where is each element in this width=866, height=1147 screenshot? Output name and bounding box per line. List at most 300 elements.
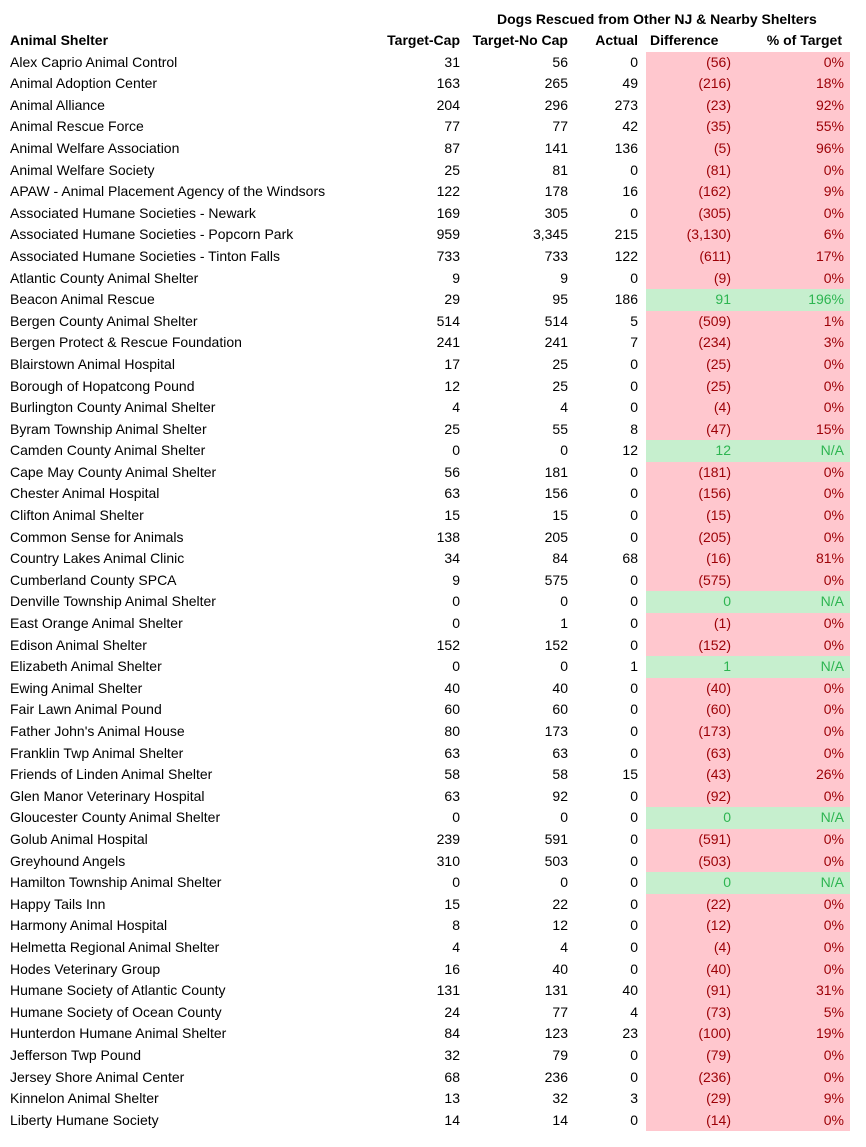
cell-difference: (12) <box>646 915 733 937</box>
cell-shelter-name: Elizabeth Animal Shelter <box>10 658 162 675</box>
table-row <box>0 268 850 290</box>
cell-target-cap: 310 <box>436 852 460 869</box>
table-row <box>0 52 850 74</box>
cell-difference: (100) <box>646 1023 733 1045</box>
cell-target-no-cap: 25 <box>552 377 568 394</box>
cell-actual: 23 <box>622 1025 638 1042</box>
cell-target-no-cap: 0 <box>560 658 568 675</box>
table-row <box>0 1088 850 1110</box>
cell-pct-of-target: 0% <box>733 829 850 851</box>
cell-target-cap: 40 <box>444 679 460 696</box>
cell-target-no-cap: 81 <box>552 161 568 178</box>
cell-target-cap: 77 <box>444 118 460 135</box>
cell-pct-of-target: 26% <box>733 764 850 786</box>
cell-target-cap: 0 <box>452 615 460 632</box>
table-row <box>0 743 850 765</box>
cell-difference: (234) <box>646 332 733 354</box>
cell-pct-of-target: 55% <box>733 116 850 138</box>
cell-target-cap: 514 <box>436 312 460 329</box>
cell-target-cap: 15 <box>444 507 460 524</box>
table-row <box>0 116 850 138</box>
cell-difference: (205) <box>646 527 733 549</box>
cell-pct-of-target: 0% <box>733 937 850 959</box>
cell-difference: (40) <box>646 678 733 700</box>
cell-target-no-cap: 40 <box>552 679 568 696</box>
cell-pct-of-target: 92% <box>733 95 850 117</box>
cell-actual: 3 <box>630 1090 638 1107</box>
cell-shelter-name: Alex Caprio Animal Control <box>10 53 178 70</box>
cell-pct-of-target: 0% <box>733 915 850 937</box>
cell-shelter-name: Animal Welfare Society <box>10 161 155 178</box>
cell-actual: 49 <box>622 75 638 92</box>
table-row <box>0 829 850 851</box>
cell-shelter-name: Friends of Linden Animal Shelter <box>10 766 213 783</box>
table-row <box>0 224 850 246</box>
cell-actual: 0 <box>630 161 638 178</box>
cell-difference: 1 <box>646 656 733 678</box>
cell-target-no-cap: 4 <box>560 938 568 955</box>
cell-pct-of-target: 0% <box>733 1067 850 1089</box>
cell-target-cap: 15 <box>444 895 460 912</box>
cell-difference: (173) <box>646 721 733 743</box>
cell-target-no-cap: 0 <box>560 442 568 459</box>
cell-target-no-cap: 152 <box>544 636 568 653</box>
cell-target-no-cap: 22 <box>552 895 568 912</box>
cell-shelter-name: Happy Tails Inn <box>10 895 106 912</box>
cell-pct-of-target: 0% <box>733 959 850 981</box>
cell-target-cap: 56 <box>444 463 460 480</box>
cell-actual: 0 <box>630 744 638 761</box>
table-row <box>0 203 850 225</box>
cell-target-no-cap: 503 <box>544 852 568 869</box>
cell-target-cap: 87 <box>444 139 460 156</box>
cell-shelter-name: Animal Rescue Force <box>10 118 144 135</box>
cell-pct-of-target: 0% <box>733 613 850 635</box>
cell-actual: 0 <box>630 636 638 653</box>
cell-difference: (92) <box>646 786 733 808</box>
cell-actual: 7 <box>630 334 638 351</box>
cell-target-no-cap: 123 <box>544 1025 568 1042</box>
cell-pct-of-target: 0% <box>733 678 850 700</box>
cell-target-no-cap: 77 <box>552 118 568 135</box>
table-row <box>0 894 850 916</box>
cell-shelter-name: Kinnelon Animal Shelter <box>10 1090 159 1107</box>
col-header-target-no-cap: Target-No Cap <box>472 32 568 48</box>
table-row <box>0 570 850 592</box>
cell-difference: 0 <box>646 872 733 894</box>
cell-target-no-cap: 241 <box>544 334 568 351</box>
cell-pct-of-target: 0% <box>733 397 850 419</box>
cell-target-cap: 9 <box>452 269 460 286</box>
cell-difference: (611) <box>646 246 733 268</box>
table-row <box>0 246 850 268</box>
table-row <box>0 289 850 311</box>
cell-target-no-cap: 0 <box>560 874 568 891</box>
table-row <box>0 678 850 700</box>
cell-shelter-name: Associated Humane Societies - Newark <box>10 204 256 221</box>
cell-actual: 0 <box>630 1046 638 1063</box>
cell-actual: 0 <box>630 485 638 502</box>
cell-difference: (29) <box>646 1088 733 1110</box>
cell-actual: 16 <box>622 183 638 200</box>
cell-target-cap: 32 <box>444 1046 460 1063</box>
table-row <box>0 872 850 894</box>
cell-actual: 0 <box>630 269 638 286</box>
table-row <box>0 505 850 527</box>
cell-target-cap: 9 <box>452 571 460 588</box>
cell-pct-of-target: N/A <box>733 440 850 462</box>
cell-actual: 0 <box>630 593 638 610</box>
col-header-difference: Difference <box>646 30 733 52</box>
cell-target-no-cap: 0 <box>560 809 568 826</box>
table-row <box>0 548 850 570</box>
cell-pct-of-target: 31% <box>733 980 850 1002</box>
cell-pct-of-target: 0% <box>733 635 850 657</box>
cell-target-no-cap: 12 <box>552 917 568 934</box>
cell-actual: 0 <box>630 895 638 912</box>
cell-pct-of-target: N/A <box>733 872 850 894</box>
cell-shelter-name: Byram Township Animal Shelter <box>10 420 207 437</box>
cell-target-cap: 169 <box>436 204 460 221</box>
cell-actual: 40 <box>622 982 638 999</box>
table-row <box>0 440 850 462</box>
cell-actual: 0 <box>630 679 638 696</box>
cell-shelter-name: APAW - Animal Placement Agency of the Windsors <box>10 183 326 200</box>
cell-target-no-cap: 40 <box>552 960 568 977</box>
table-row <box>0 699 850 721</box>
cell-difference: (43) <box>646 764 733 786</box>
cell-target-cap: 68 <box>444 1068 460 1085</box>
cell-target-cap: 24 <box>444 1003 460 1020</box>
cell-pct-of-target: 0% <box>733 527 850 549</box>
cell-target-cap: 0 <box>452 809 460 826</box>
cell-target-cap: 204 <box>436 96 460 113</box>
cell-pct-of-target: 196% <box>733 289 850 311</box>
cell-difference: (25) <box>646 354 733 376</box>
table-row <box>0 980 850 1002</box>
cell-difference: (81) <box>646 160 733 182</box>
cell-difference: (14) <box>646 1110 733 1132</box>
table-row <box>0 376 850 398</box>
cell-target-no-cap: 60 <box>552 701 568 718</box>
cell-pct-of-target: 0% <box>733 1110 850 1132</box>
cell-target-cap: 25 <box>444 420 460 437</box>
cell-target-cap: 13 <box>444 1090 460 1107</box>
table-row <box>0 635 850 657</box>
cell-target-cap: 152 <box>436 636 460 653</box>
cell-target-no-cap: 3,345 <box>532 226 568 243</box>
cell-actual: 0 <box>630 787 638 804</box>
cell-difference: (79) <box>646 1045 733 1067</box>
cell-actual: 4 <box>630 1003 638 1020</box>
cell-difference: (9) <box>646 268 733 290</box>
cell-target-cap: 14 <box>444 1111 460 1128</box>
cell-pct-of-target: 0% <box>733 483 850 505</box>
cell-pct-of-target: 0% <box>733 505 850 527</box>
cell-target-no-cap: 173 <box>544 723 568 739</box>
cell-actual: 0 <box>630 874 638 891</box>
cell-shelter-name: Animal Alliance <box>10 96 105 113</box>
cell-target-no-cap: 55 <box>552 420 568 437</box>
cell-pct-of-target: 0% <box>733 1045 850 1067</box>
cell-shelter-name: Hodes Veterinary Group <box>10 960 161 977</box>
cell-difference: 0 <box>646 591 733 613</box>
col-header-actual: Actual <box>595 32 638 48</box>
cell-actual: 8 <box>630 420 638 437</box>
cell-shelter-name: Hamilton Township Animal Shelter <box>10 874 222 891</box>
cell-actual: 122 <box>614 247 638 264</box>
cell-target-no-cap: 77 <box>552 1003 568 1020</box>
cell-difference: (152) <box>646 635 733 657</box>
cell-shelter-name: Fair Lawn Animal Pound <box>10 701 162 718</box>
cell-difference: (162) <box>646 181 733 203</box>
header-row <box>0 30 850 52</box>
cell-actual: 215 <box>614 226 638 243</box>
cell-difference: (35) <box>646 116 733 138</box>
cell-shelter-name: Blairstown Animal Hospital <box>10 355 175 372</box>
cell-shelter-name: Clifton Animal Shelter <box>10 507 144 524</box>
cell-target-no-cap: 58 <box>552 766 568 783</box>
cell-target-no-cap: 92 <box>552 787 568 804</box>
cell-difference: (73) <box>646 1002 733 1024</box>
cell-difference: (503) <box>646 851 733 873</box>
table-row <box>0 527 850 549</box>
cell-actual: 0 <box>630 571 638 588</box>
cell-target-no-cap: 131 <box>544 982 568 999</box>
cell-shelter-name: Golub Animal Hospital <box>10 830 148 847</box>
cell-pct-of-target: 6% <box>733 224 850 246</box>
cell-actual: 0 <box>630 1068 638 1085</box>
cell-difference: (47) <box>646 419 733 441</box>
cell-shelter-name: Humane Society of Ocean County <box>10 1003 222 1020</box>
cell-actual: 0 <box>630 53 638 70</box>
cell-pct-of-target: N/A <box>733 807 850 829</box>
table-row <box>0 73 850 95</box>
cell-shelter-name: Associated Humane Societies - Popcorn Park <box>10 226 294 243</box>
cell-pct-of-target: 9% <box>733 1088 850 1110</box>
cell-shelter-name: Greyhound Angels <box>10 852 126 869</box>
cell-target-no-cap: 265 <box>544 75 568 92</box>
cell-actual: 15 <box>622 766 638 783</box>
col-header-animal-shelter: Animal Shelter <box>10 32 109 48</box>
table-row <box>0 95 850 117</box>
cell-pct-of-target: N/A <box>733 591 850 613</box>
cell-target-cap: 34 <box>444 550 460 567</box>
cell-difference: (575) <box>646 570 733 592</box>
cell-actual: 0 <box>630 852 638 869</box>
cell-target-no-cap: 56 <box>552 53 568 70</box>
cell-difference: (25) <box>646 376 733 398</box>
cell-actual: 5 <box>630 312 638 329</box>
cell-target-no-cap: 14 <box>552 1111 568 1128</box>
cell-target-no-cap: 84 <box>552 550 568 567</box>
cell-difference: (305) <box>646 203 733 225</box>
cell-pct-of-target: 0% <box>733 354 850 376</box>
cell-difference: (4) <box>646 937 733 959</box>
table-row <box>0 332 850 354</box>
cell-pct-of-target: 0% <box>733 894 850 916</box>
cell-pct-of-target: 0% <box>733 743 850 765</box>
cell-target-no-cap: 236 <box>544 1068 568 1085</box>
table-row <box>0 483 850 505</box>
cell-target-no-cap: 15 <box>552 507 568 524</box>
cell-pct-of-target: 19% <box>733 1023 850 1045</box>
cell-target-cap: 29 <box>444 291 460 308</box>
cell-target-cap: 239 <box>436 830 460 847</box>
cell-shelter-name: Common Sense for Animals <box>10 528 184 545</box>
cell-pct-of-target: 1% <box>733 311 850 333</box>
cell-shelter-name: Associated Humane Societies - Tinton Falls <box>10 247 281 264</box>
cell-shelter-name: East Orange Animal Shelter <box>10 615 183 632</box>
table-row <box>0 764 850 786</box>
cell-target-cap: 122 <box>436 183 460 200</box>
cell-shelter-name: Burlington County Animal Shelter <box>10 399 216 416</box>
cell-target-no-cap: 178 <box>544 183 568 200</box>
cell-actual: 0 <box>630 960 638 977</box>
cell-pct-of-target: 0% <box>733 570 850 592</box>
cell-target-no-cap: 79 <box>552 1046 568 1063</box>
cell-actual: 0 <box>630 507 638 524</box>
cell-target-no-cap: 575 <box>544 571 568 588</box>
cell-target-no-cap: 63 <box>552 744 568 761</box>
table-row <box>0 354 850 376</box>
table-row <box>0 462 850 484</box>
cell-difference: 0 <box>646 807 733 829</box>
super-header-title: Dogs Rescued from Other NJ & Nearby Shelters <box>497 11 817 27</box>
cell-target-cap: 58 <box>444 766 460 783</box>
table-row <box>0 397 850 419</box>
table-row <box>0 786 850 808</box>
cell-target-no-cap: 296 <box>544 96 568 113</box>
cell-difference: (3,130) <box>646 224 733 246</box>
cell-target-no-cap: 1 <box>560 615 568 632</box>
cell-actual: 42 <box>622 118 638 135</box>
cell-shelter-name: Jefferson Twp Pound <box>10 1046 142 1063</box>
cell-pct-of-target: 0% <box>733 268 850 290</box>
cell-shelter-name: Camden County Animal Shelter <box>10 442 206 459</box>
cell-pct-of-target: 0% <box>733 699 850 721</box>
cell-target-cap: 63 <box>444 744 460 761</box>
cell-target-cap: 8 <box>452 917 460 934</box>
cell-pct-of-target: 0% <box>733 203 850 225</box>
cell-shelter-name: Father John's Animal House <box>10 723 185 739</box>
cell-target-no-cap: 591 <box>544 830 568 847</box>
table-row <box>0 851 850 873</box>
cell-shelter-name: Franklin Twp Animal Shelter <box>10 744 184 761</box>
cell-pct-of-target: 5% <box>733 1002 850 1024</box>
cell-shelter-name: Glen Manor Veterinary Hospital <box>10 787 205 804</box>
cell-target-no-cap: 9 <box>560 269 568 286</box>
cell-pct-of-target: 81% <box>733 548 850 570</box>
table-row <box>0 181 850 203</box>
cell-actual: 0 <box>630 917 638 934</box>
cell-difference: (5) <box>646 138 733 160</box>
table-row <box>0 807 850 829</box>
cell-difference: (236) <box>646 1067 733 1089</box>
cell-shelter-name: Ewing Animal Shelter <box>10 679 143 696</box>
cell-shelter-name: Helmetta Regional Animal Shelter <box>10 938 220 955</box>
table-row <box>0 160 850 182</box>
cell-actual: 186 <box>614 291 638 308</box>
cell-difference: (156) <box>646 483 733 505</box>
cell-difference: (181) <box>646 462 733 484</box>
cell-shelter-name: Hunterdon Humane Animal Shelter <box>10 1025 227 1042</box>
cell-difference: (23) <box>646 95 733 117</box>
cell-target-no-cap: 32 <box>552 1090 568 1107</box>
cell-shelter-name: Animal Welfare Association <box>10 139 180 156</box>
cell-pct-of-target: 0% <box>733 160 850 182</box>
cell-difference: 12 <box>646 440 733 462</box>
cell-target-no-cap: 514 <box>544 312 568 329</box>
cell-target-no-cap: 95 <box>552 291 568 308</box>
cell-target-cap: 4 <box>452 938 460 955</box>
cell-shelter-name: Cape May County Animal Shelter <box>10 463 217 480</box>
cell-shelter-name: Cumberland County SPCA <box>10 571 177 588</box>
cell-difference: (56) <box>646 52 733 74</box>
cell-target-no-cap: 181 <box>544 463 568 480</box>
cell-target-no-cap: 156 <box>544 485 568 502</box>
table-row <box>0 419 850 441</box>
cell-difference: (60) <box>646 699 733 721</box>
cell-pct-of-target: 18% <box>733 73 850 95</box>
cell-target-cap: 63 <box>444 787 460 804</box>
cell-shelter-name: Beacon Animal Rescue <box>10 291 155 308</box>
table-row <box>0 613 850 635</box>
cell-pct-of-target: 0% <box>733 721 850 743</box>
cell-actual: 273 <box>614 96 638 113</box>
cell-target-no-cap: 305 <box>544 204 568 221</box>
col-header-pct-of-target: % of Target <box>733 30 850 52</box>
cell-target-cap: 959 <box>436 226 460 243</box>
cell-pct-of-target: 0% <box>733 851 850 873</box>
cell-difference: (16) <box>646 548 733 570</box>
cell-difference: (15) <box>646 505 733 527</box>
cell-target-cap: 241 <box>436 334 460 351</box>
cell-pct-of-target: 15% <box>733 419 850 441</box>
cell-pct-of-target: 3% <box>733 332 850 354</box>
cell-actual: 0 <box>630 463 638 480</box>
cell-target-no-cap: 0 <box>560 593 568 610</box>
cell-shelter-name: Harmony Animal Hospital <box>10 917 168 934</box>
cell-actual: 1 <box>630 658 638 675</box>
cell-shelter-name: Borough of Hopatcong Pound <box>10 377 195 394</box>
cell-target-cap: 80 <box>444 723 460 739</box>
cell-target-cap: 0 <box>452 593 460 610</box>
cell-target-cap: 0 <box>452 442 460 459</box>
table-row <box>0 1023 850 1045</box>
cell-target-cap: 138 <box>436 528 460 545</box>
cell-target-no-cap: 733 <box>544 247 568 264</box>
cell-shelter-name: Atlantic County Animal Shelter <box>10 269 199 286</box>
cell-shelter-name: Jersey Shore Animal Center <box>10 1068 185 1085</box>
cell-pct-of-target: 0% <box>733 52 850 74</box>
cell-difference: (91) <box>646 980 733 1002</box>
table-row <box>0 1067 850 1089</box>
table-row <box>0 915 850 937</box>
cell-difference: (509) <box>646 311 733 333</box>
cell-actual: 0 <box>630 399 638 416</box>
cell-actual: 12 <box>622 442 638 459</box>
cell-actual: 0 <box>630 204 638 221</box>
cell-actual: 0 <box>630 938 638 955</box>
table-row <box>0 311 850 333</box>
cell-target-no-cap: 205 <box>544 528 568 545</box>
table-row <box>0 721 850 743</box>
table-row <box>0 138 850 160</box>
cell-pct-of-target: N/A <box>733 656 850 678</box>
cell-shelter-name: Gloucester County Animal Shelter <box>10 809 221 826</box>
table-row <box>0 656 850 678</box>
